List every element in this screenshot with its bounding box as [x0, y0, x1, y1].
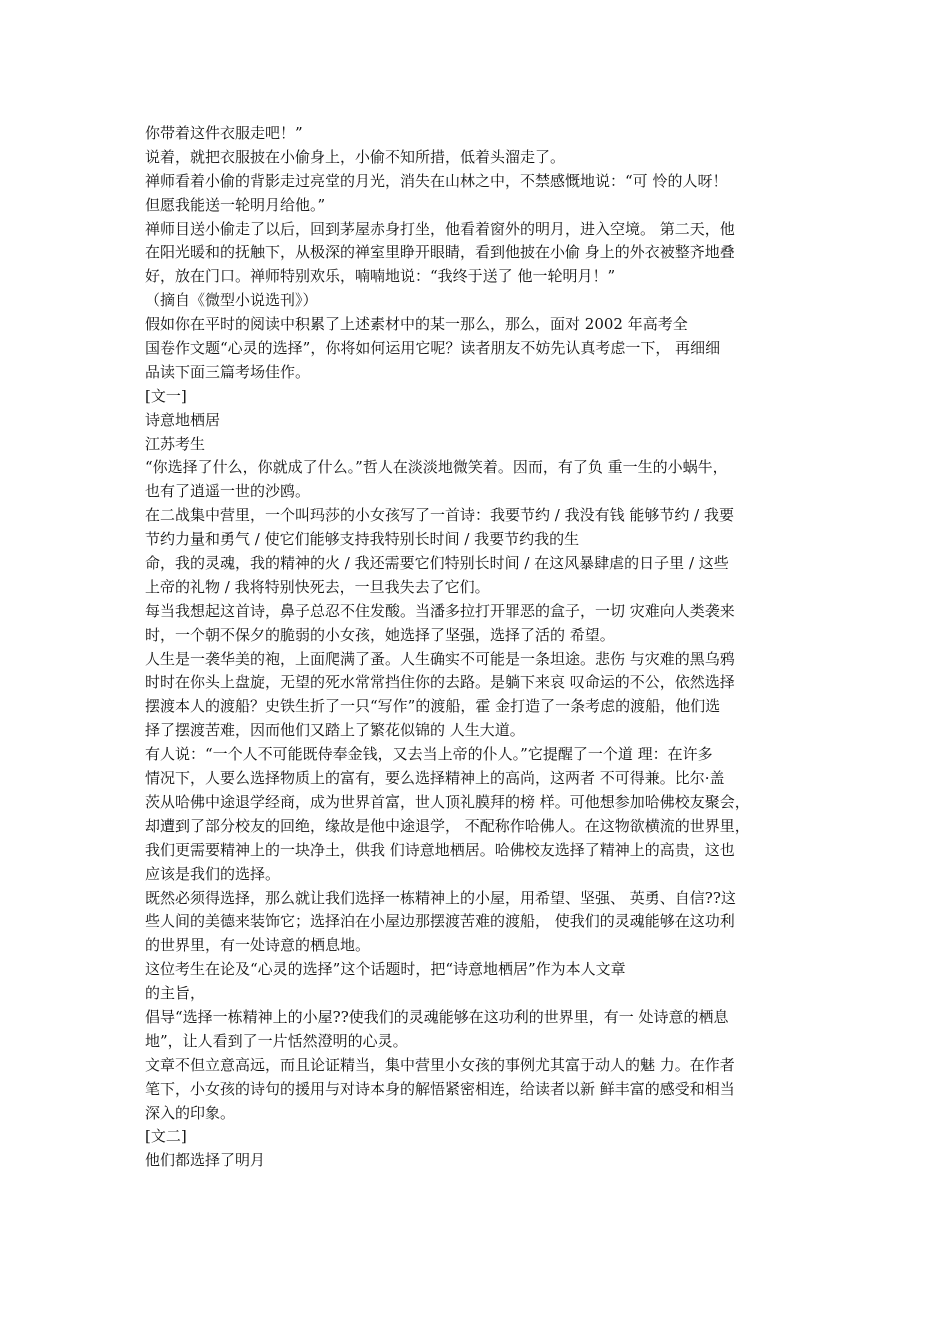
text-line: 你带着这件衣服走吧！” [145, 124, 303, 142]
text-line: [文二] [145, 1127, 187, 1146]
text-line: 命，我的灵魂，我的精神的火 / 我还需要它们特别长时间 / 在这风暴肆虐的日子里 / 这些 [145, 554, 729, 573]
text-line: 在二战集中营里，一个叫玛莎的小女孩写了一首诗：我要节约 / 我没有钱 能够节约 / 我要 [145, 506, 734, 525]
text-line: 国卷作文题“心灵的选择”，你将如何运用它呢？读者朋友不妨先认真考虑一下， 再细细 [145, 339, 721, 358]
text-line: 我们更需要精神上的一块净土，供我 们诗意地栖居。哈佛校友选择了精神上的高贵，这也 [145, 840, 735, 859]
text-line: 时时在你头上盘旋，无望的死水常常挡住你的去路。是躺下来哀 叹命运的不公，依然选择 [145, 673, 735, 692]
text-line: 品读下面三篇考场佳作。 [145, 362, 311, 381]
text-line: 深入的印象。 [145, 1103, 236, 1122]
text-line: 茨从哈佛中途退学经商，成为世界首富，世人顶礼膜拜的榜 样。可他想参加哈佛校友聚会， [145, 792, 750, 811]
text-line: 上帝的礼物 / 我将特别快死去，一旦我失去了它们。 [145, 577, 490, 596]
text-line: 的主旨， [145, 984, 206, 1003]
text-line: 择了摆渡苦难，因而他们又踏上了繁花似锦的 人生大道。 [145, 721, 525, 740]
essay-title [145, 1173, 821, 1197]
text-line: 倡导“选择一栋精神上的小屋??使我们的灵魂能够在这功利的世界里，有一 处诗意的栖息 [145, 1007, 729, 1026]
text-line: 也有了逍遥一世的沙鸥。 [145, 482, 311, 501]
text-line: 文章不但立意高远，而且论证精当，集中营里小女孩的事例尤其富于动人的魅 力。在作者 [145, 1055, 735, 1074]
text-line: 的世界里，有一处诗意的栖息地。 [145, 936, 371, 955]
text-line: 时，一个朝不保夕的脆弱的小女孩，她选择了坚强，选择了活的 希望。 [145, 625, 615, 644]
text-line: 但愿我能送一轮明月给他。” [145, 195, 326, 214]
text-line: 地”，让人看到了一片恬然澄明的心灵。 [145, 1031, 408, 1050]
text-line: 有人说：“一个人不可能既侍奉金钱，又去当上帝的仆人。”它提醒了一个道 理：在许多 [145, 745, 713, 764]
text-line: 说着，就把衣服披在小偷身上，小偷不知所措，低着头溜走了。 [145, 147, 566, 166]
text-line: 人生是一袭华美的袍，上面爬满了蚤。人生确实不可能是一条坦途。悲伤 与灾难的黑乌鸦 [145, 649, 735, 668]
text-line: 却遭到了部分校友的回绝，缘故是他中途退学， 不配称作哈佛人。在这物欲横流的世界里， [145, 816, 750, 835]
text-line: 禅师看着小偷的背影走过亮堂的月光，消失在山林之中，不禁感慨地说：“可 怜的人呀！ [145, 171, 728, 190]
text-line: 笔下，小女孩的诗句的援用与对诗本身的解悟紧密相连，给读者以新 鲜丰富的感受和相当 [145, 1079, 735, 1098]
document-body [145, 122, 821, 1197]
text-line: 情况下，人要么选择物质上的富有，要么选择精神上的高尚，这两者 不可得兼。比尔·盖 [145, 769, 725, 788]
text-line: 禅师目送小偷走了以后，回到茅屋赤身打坐，他看着窗外的明月，进入空境。 第二天，他 [145, 219, 735, 238]
source-citation: （摘自《微型小说选刊》） [145, 291, 318, 310]
essay-author: 江苏考生 [145, 434, 206, 453]
text-line: 这位考生在论及“心灵的选择”这个话题时，把“诗意地栖居”作为本人文章 [145, 960, 626, 979]
section-label: [文一] [145, 386, 187, 405]
text-line: 既然必须得选择，那么就让我们选择一栋精神上的小屋，用希望、坚强、 英勇、自信??这 [145, 888, 736, 907]
text-line: 些人间的美德来装饰它；选择泊在小屋边那摆渡苦难的渡船， 使我们的灵魂能够在这功利 [145, 912, 735, 931]
text-line: 节约力量和勇气 / 使它们能够支持我特别长时间 / 我要节约我的生 [145, 530, 580, 549]
text-line: 每当我想起这首诗，鼻子总忍不住发酸。当潘多拉打开罪恶的盒子，一切 灾难向人类袭来 [145, 601, 735, 620]
section-label: 他们都选择了明月 [145, 1151, 266, 1170]
text-line: “你选择了什么，你就成了什么。”哲人在淡淡地微笑着。因而，有了负 重一生的小蜗牛， [145, 458, 728, 477]
text-line: 假如你在平时的阅读中积累了上述素材中的某一那么，那么，面对 2002 年高考全 [145, 315, 688, 334]
text-line: 在阳光暖和的抚触下，从极深的禅室里睁开眼睛，看到他披在小偷 身上的外衣被整齐地叠 [145, 243, 735, 262]
text-line: 好，放在门口。禅师特别欢乐，喃喃地说：“我终于送了 他一轮明月！” [145, 267, 616, 286]
text-line: 应该是我们的选择。 [145, 864, 281, 883]
essay-title: 诗意地栖居 [145, 410, 221, 429]
text-line: 摆渡本人的渡船？史铁生折了一只“写作”的渡船，霍 金打造了一条考虑的渡船，他们选 [145, 697, 721, 716]
